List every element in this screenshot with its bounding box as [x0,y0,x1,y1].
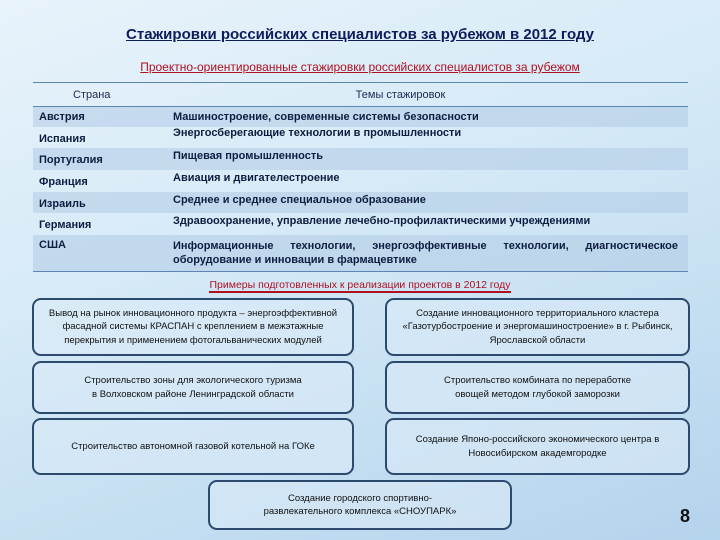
country: США [39,239,66,251]
table-row [33,235,688,271]
topic: Машиностроение, современные системы безопасности [173,111,479,123]
project-box: Строительство автономной газовой котельной на ГОКе [32,418,354,475]
country: Испания [39,133,86,145]
project-box: Строительство зоны для экологического туризма в Волховском районе Ленинградской области [32,361,354,414]
project-box: Вывод на рынок инновационного продукта – энергоэффективной фасадной системы КРАСПАН с креплением в межэтажные перекрытия и применением фотогальванических модулей [32,298,354,356]
country: Австрия [39,111,85,123]
table-row [33,127,688,148]
country: Израиль [39,198,86,210]
topic: Энергосберегающие технологии в промышленности [173,127,462,139]
topic: Пищевая промышленность [173,150,324,162]
table-subtitle: Проектно-ориентированные стажировки российских специалистов за рубежом [140,60,580,74]
project-box: Создание инновационного территориального кластера «Газотурбостроение и энергомашиностроение» в г. Рыбинск, Ярославской области [385,298,690,356]
table-row [33,107,688,127]
table-row [33,170,688,192]
projects-title: Примеры подготовленных к реализации проектов в 2012 году [209,279,511,291]
topic: Среднее и среднее специальное образование [173,194,426,206]
country: Германия [39,219,92,231]
country: Франция [39,176,88,188]
project-box: Создание Японо-российского экономического центра в Новосибирском академгородке [385,418,690,475]
table-header [33,83,688,107]
header-topics: Темы стажировок [355,88,446,101]
page-number: 8 [680,506,691,526]
topic: Информационные технологии, энергоэффективные технологии, диагностическое оборудование и инновации в фармацевтике [173,240,678,267]
slide-title: Стажировки российских специалистов за рубежом в 2012 году [126,26,594,43]
table-row [33,213,688,235]
table-row [33,192,688,213]
country: Португалия [39,154,103,166]
project-box: Строительство комбината по переработке овощей методом глубокой заморозки [385,361,690,414]
table-row [33,148,688,170]
project-box: Создание городского спортивно-развлекательного комплекса «СНОУПАРК» [208,480,512,530]
header-country: Страна [73,88,111,101]
topic: Здравоохранение, управление лечебно-профилактическими учреждениями [173,215,591,227]
internship-table [33,82,688,272]
topic: Авиация и двигателестроение [173,172,340,184]
